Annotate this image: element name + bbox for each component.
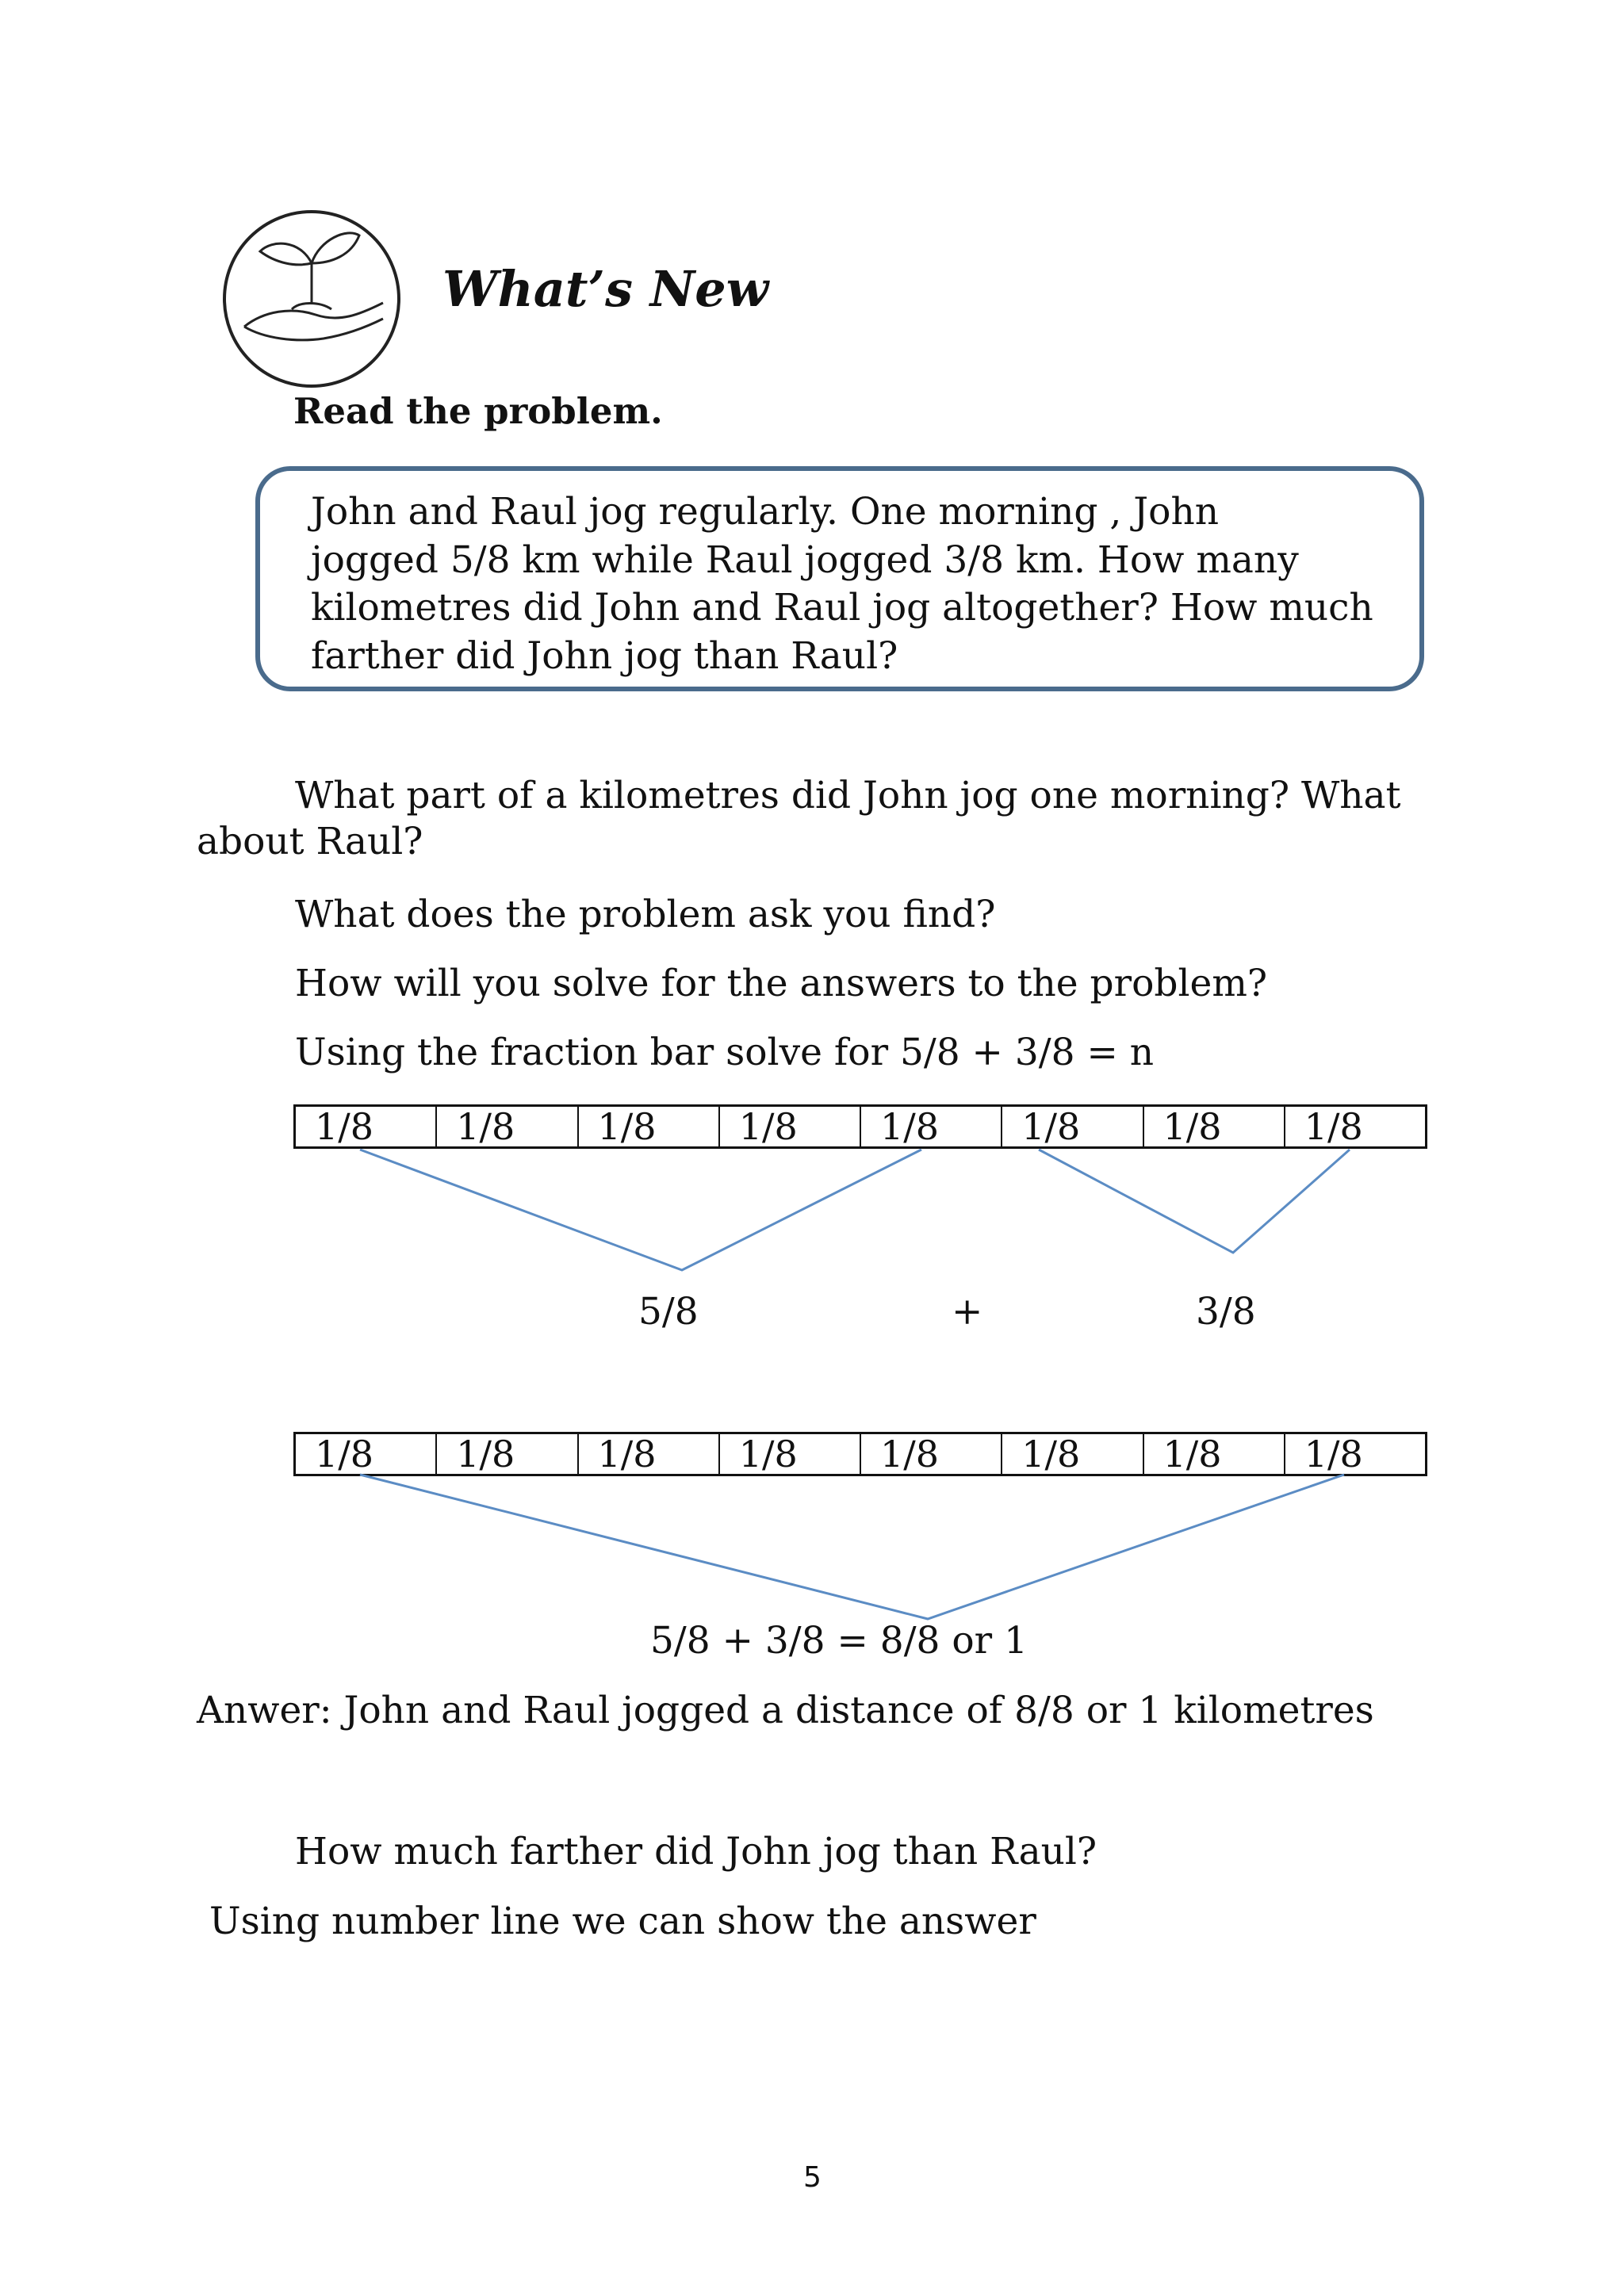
fraction-cell: 1/8	[861, 1434, 1002, 1474]
question-1-line-2: about Raul?	[197, 820, 423, 863]
bracket-lines-2	[0, 1467, 1624, 1625]
fraction-cell: 1/8	[296, 1434, 437, 1474]
fraction-cell: 1/8	[720, 1107, 861, 1146]
bracket-whole	[360, 1475, 1344, 1619]
problem-line-3: kilometres did John and Raul jog altogether? How much	[311, 586, 1373, 629]
page-number: 5	[803, 2161, 822, 2194]
fraction-cell: 1/8	[579, 1434, 720, 1474]
fraction-cell: 1/8	[720, 1434, 861, 1474]
fraction-cell: 1/8	[1144, 1434, 1285, 1474]
follow-up-question: How much farther did John jog than Raul?	[295, 1830, 1097, 1873]
fraction-cell: 1/8	[1144, 1107, 1285, 1146]
bracket-three-eighths	[1039, 1150, 1350, 1253]
number-line-note: Using number line we can show the answer	[209, 1900, 1036, 1943]
answer-text: Anwer: John and Raul jogged a distance of 8/8 or 1 kilometres	[197, 1689, 1374, 1732]
question-2: What does the problem ask you find?	[295, 893, 996, 936]
fraction-cell: 1/8	[1304, 1107, 1363, 1146]
problem-line-1: John and Raul jog regularly. One morning , John	[311, 490, 1219, 534]
question-3: How will you solve for the answers to the problem?	[295, 962, 1268, 1005]
fraction-cell: 1/8	[437, 1107, 578, 1146]
question-4: Using the fraction bar solve for 5/8 + 3/8 = n	[295, 1031, 1155, 1074]
question-1-line-1: What part of a kilometres did John jog one morning? What	[295, 774, 1401, 817]
plant-in-hand-icon	[220, 208, 403, 390]
fraction-cell: 1/8	[296, 1107, 437, 1146]
bracket-five-eighths	[360, 1150, 921, 1270]
fraction-cell: 1/8	[1002, 1107, 1143, 1146]
group-label-three-eighths: 3/8	[1196, 1290, 1256, 1334]
sum-equation: 5/8 + 3/8 = 8/8 or 1	[650, 1619, 1028, 1663]
fraction-cell: 1/8	[1304, 1434, 1363, 1474]
bracket-lines-1	[0, 1142, 1624, 1300]
problem-line-2: jogged 5/8 km while Raul jogged 3/8 km. How many	[311, 538, 1299, 582]
fraction-cell: 1/8	[1002, 1434, 1143, 1474]
fraction-cell: 1/8	[861, 1107, 1002, 1146]
fraction-cell: 1/8	[579, 1107, 720, 1146]
plus-operator: +	[952, 1290, 983, 1334]
fraction-cell: 1/8	[437, 1434, 578, 1474]
problem-line-4: farther did John jog than Raul?	[311, 634, 898, 678]
instruction-text: Read the problem.	[293, 390, 663, 432]
section-title: What’s New	[442, 260, 769, 318]
group-label-five-eighths: 5/8	[638, 1290, 699, 1334]
